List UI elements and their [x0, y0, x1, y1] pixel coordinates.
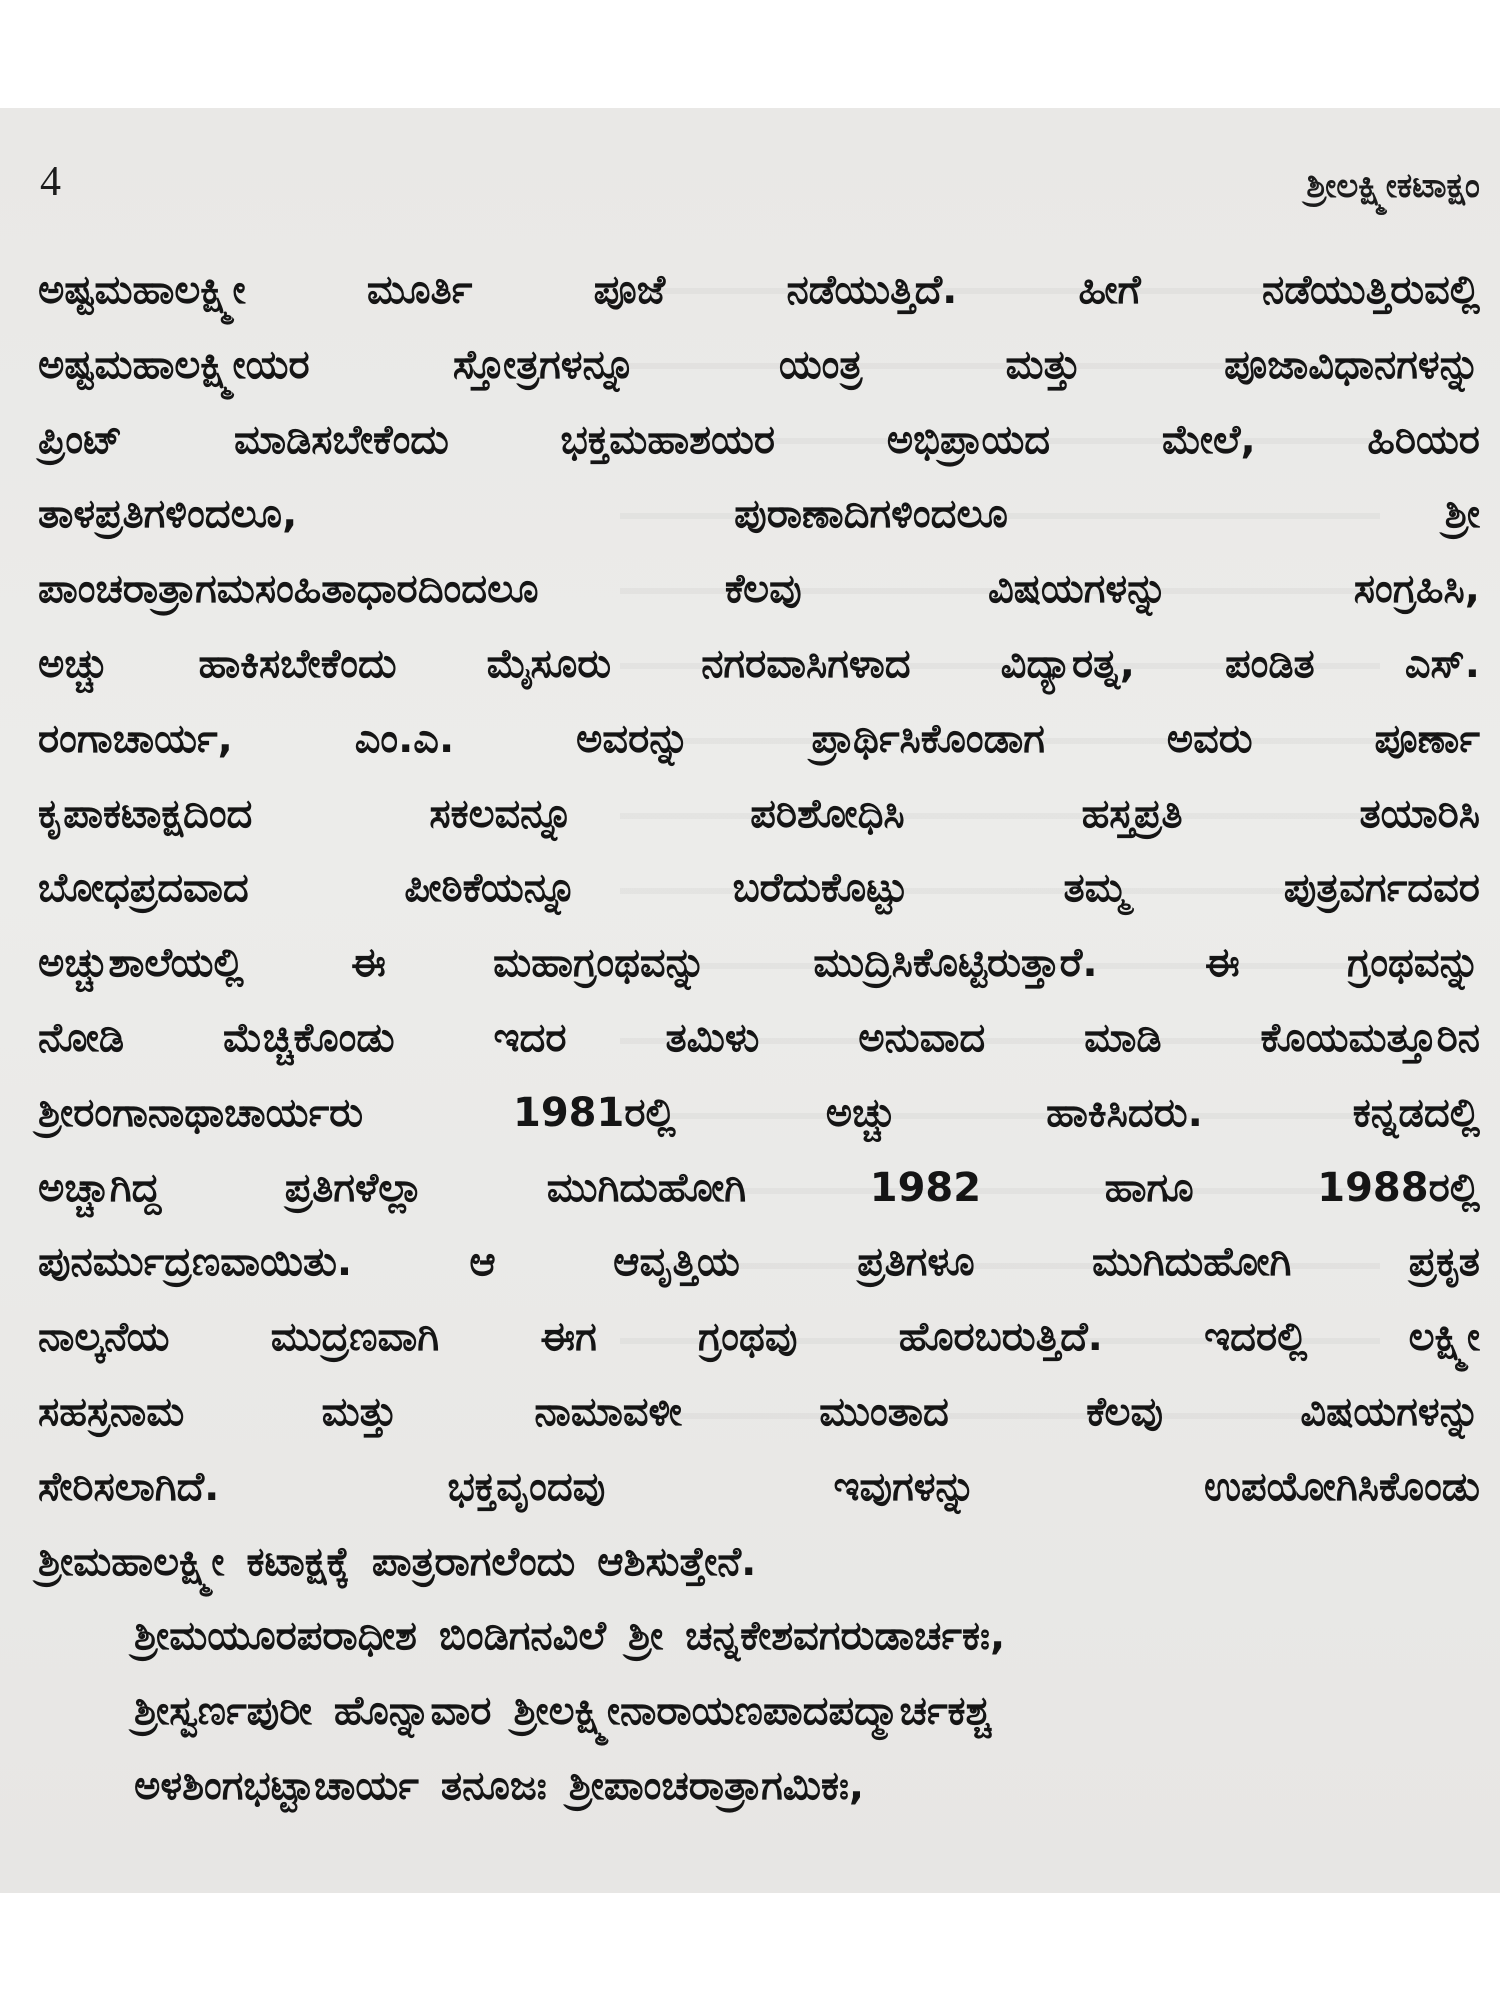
text-line [38, 627, 1480, 702]
word: ಮುಗಿದುಹೋಗಿ [546, 1164, 747, 1211]
word: ಶ್ರೀಪಾಂಚರಾತ್ರಾಗಮಿಕಃ, [568, 1762, 865, 1809]
word: ಪ್ರಕೃತ [1408, 1239, 1480, 1286]
word: ಭಕ್ತವೃಂದವು [447, 1463, 606, 1510]
word: ಮುದ್ರಿಸಿಕೊಟ್ಟಿರುತ್ತಾರೆ. [813, 940, 1098, 987]
word: ಗ್ರಂಥವು [697, 1314, 798, 1361]
word: ಕನ್ನಡದಲ್ಲಿ [1352, 1089, 1480, 1136]
text-line [38, 1076, 1480, 1151]
word: ಎಂ.ಎ. [354, 715, 455, 762]
word: ಕೆಲವು [724, 566, 802, 613]
word: ನೋಡಿ [38, 1014, 125, 1061]
word: 1982 [869, 1164, 982, 1211]
word: ತಮಿಳು [665, 1014, 760, 1061]
word: ಪರಿಶೋಧಿಸಿ [750, 790, 905, 837]
page-number: 4 [40, 159, 61, 205]
word: ಉಪಯೋಗಿಸಿಕೊಂಡು [1203, 1463, 1480, 1510]
word: ಹಾಕಿಸಿದರು. [1046, 1089, 1203, 1136]
word: ಹೀಗೆ [1078, 267, 1141, 313]
body-text [38, 253, 1480, 1824]
word: ಕೊಯಮತ್ತೂರಿನ [1260, 1014, 1480, 1061]
text-line [38, 1450, 1480, 1525]
running-header: ಶ್ರೀಲಕ್ಷ್ಮೀಕಟಾಕ್ಷಂ [1306, 166, 1480, 206]
word: ಆವೃತ್ತಿಯ [613, 1239, 740, 1286]
scanned-page [0, 108, 1500, 1893]
word: ಹೊನ್ನಾವಾರ [333, 1688, 492, 1735]
word: ಕಟಾಕ್ಷಕ್ಕೆ [246, 1538, 350, 1585]
word: ಹೊರಬರುತ್ತಿದೆ. [898, 1314, 1103, 1361]
word: ಮುದ್ರಣವಾಗಿ [270, 1314, 440, 1361]
word: ಮಾಡಿಸಬೇಕೆಂದು [233, 416, 449, 463]
word: ಆ [469, 1239, 496, 1286]
word: ಅಚ್ಚು [38, 640, 109, 687]
word: ಶ್ರೀಲಕ್ಷ್ಮೀನಾರಾಯಣಪಾದಪದ್ಮಾರ್ಚಕಶ್ಚ [513, 1688, 992, 1735]
text-line [38, 477, 1480, 552]
word: ಎಸ್. [1404, 640, 1480, 687]
text-line [38, 1599, 1480, 1674]
word: ಪುನರ್ಮುದ್ರಣವಾಯಿತು. [38, 1239, 353, 1286]
word: ವಿಷಯಗಳನ್ನು [1300, 1388, 1480, 1435]
text-line [38, 1525, 1480, 1600]
word: ಪ್ರಾರ್ಥಿಸಿಕೊಂಡಾಗ [811, 715, 1045, 762]
word: ಹಾಗೂ [1104, 1164, 1194, 1211]
word: ಅವರನ್ನು [576, 715, 690, 762]
text-line [38, 777, 1480, 852]
text-line [38, 403, 1480, 478]
word: ಇವುಗಳನ್ನು [833, 1463, 976, 1510]
word: ಶ್ರೀ [1444, 491, 1480, 538]
word: ಅಷ್ಟಮಹಾಲಕ್ಷ್ಮೀ [38, 267, 246, 313]
word: ಮೂರ್ತಿ [366, 267, 473, 313]
word: ಇದರ [493, 1014, 567, 1061]
text-line [38, 1674, 1480, 1749]
word: ಬಿಂಡಿಗನವಿಲೆ [438, 1613, 606, 1660]
word: ಶ್ರೀಸ್ವರ್ಣಪುರೀ [134, 1688, 312, 1735]
text-line [38, 552, 1480, 627]
word: ಮೈಸೂರು [486, 640, 612, 687]
text-line [38, 851, 1480, 926]
text-line [38, 328, 1480, 403]
word: ಈ [351, 940, 386, 987]
word: ಅಷ್ಟಮಹಾಲಕ್ಷ್ಮೀಯರ [38, 341, 310, 388]
word: ತನೂಜಃ [440, 1762, 547, 1809]
text-line [38, 702, 1480, 777]
word: ಇದರಲ್ಲಿ [1204, 1314, 1308, 1361]
text-line [38, 926, 1480, 1001]
word: ಪಾಂಚರಾತ್ರಾಗಮಸಂಹಿತಾಧಾರದಿಂದಲೂ [38, 566, 539, 613]
word: ಪೂಜಾವಿಧಾನಗಳನ್ನು [1224, 341, 1480, 388]
word: ಅಚ್ಚು [825, 1089, 897, 1136]
word: ತಾಳಪ್ರತಿಗಳಿಂದಲೂ, [38, 491, 298, 538]
word: ಪಾತ್ರರಾಗಲೆಂದು [371, 1538, 576, 1585]
word: ಈ [1204, 940, 1240, 987]
word: ಯಂತ್ರ [778, 341, 863, 388]
word: ನಾಲ್ಕನೆಯ [38, 1314, 170, 1361]
word: ಈಗ [540, 1314, 597, 1361]
word: ವಿಷಯಗಳನ್ನು [987, 566, 1168, 613]
word: ಪ್ರಿಂಟ್ [38, 416, 123, 463]
word: ಸಂಗ್ರಹಿಸಿ, [1353, 566, 1480, 613]
word: ಅಳಶಿಂಗಭಟ್ಟಾಚಾರ್ಯ [134, 1762, 419, 1809]
word: ನಾಮಾವಳೀ [534, 1388, 682, 1435]
word: ಸಕಲವನ್ನೂ [429, 790, 574, 837]
text-line [38, 1375, 1480, 1450]
word: ಲಕ್ಷ್ಮೀ [1408, 1314, 1480, 1361]
word: ತಮ್ಮ [1063, 865, 1129, 912]
word: ಅವರು [1166, 715, 1253, 762]
word: ಪೂರ್ಣಾ [1374, 715, 1480, 762]
text-line [38, 1749, 1480, 1824]
word: ಕೃಪಾಕಟಾಕ್ಷದಿಂದ [38, 790, 253, 837]
text-line [38, 1001, 1480, 1076]
word: ಶ್ರೀರಂಗಾನಾಥಾಚಾರ್ಯರು [38, 1089, 364, 1136]
text-line [38, 1225, 1480, 1300]
word: ಸೇರಿಸಲಾಗಿದೆ. [38, 1463, 220, 1510]
word: ವಿದ್ಯಾರತ್ನ, [1000, 640, 1135, 687]
word: ಪಂಡಿತ [1225, 640, 1315, 687]
word: ಮತ್ತು [1005, 341, 1081, 388]
word: 1988ರಲ್ಲಿ [1317, 1164, 1480, 1211]
word: ತಯಾರಿಸಿ [1359, 790, 1480, 837]
word: ಶ್ರೀಮಯೂರಪರಾಧೀಶ [134, 1613, 417, 1660]
word: ಮುಂತಾದ [819, 1388, 949, 1435]
word: ಅಭಿಪ್ರಾಯದ [886, 416, 1051, 463]
word: ಗ್ರಂಥವನ್ನು [1347, 940, 1480, 987]
word: ಶ್ರೀ [627, 1613, 664, 1660]
word: ಪ್ರತಿಗಳೆಲ್ಲಾ [284, 1164, 424, 1211]
word: ಪುತ್ರವರ್ಗದವರ [1283, 865, 1480, 912]
word: ಅಚ್ಚುಶಾಲೆಯಲ್ಲಿ [38, 940, 244, 987]
word: ನಡೆಯುತ್ತಿರುವಲ್ಲಿ [1262, 267, 1480, 313]
word: ಮಹಾಗ್ರಂಥವನ್ನು [493, 940, 706, 987]
word: ಕೆಲವು [1086, 1388, 1164, 1435]
word: ಬೋಧಪ್ರದವಾದ [38, 865, 249, 912]
text-line [38, 1151, 1480, 1226]
text-line [38, 253, 1480, 328]
word: ಚನ್ನಕೇಶವಗರುಡಾರ್ಚಕಃ, [685, 1613, 1006, 1660]
word: ಹಿರಿಯರ [1367, 416, 1480, 463]
word: ಪುರಾಣಾದಿಗಳಿಂದಲೂ [734, 491, 1008, 538]
word: ಹಸ್ತಪ್ರತಿ [1081, 790, 1183, 837]
word: ಮೆಚ್ಚಿಕೊಂಡು [223, 1014, 395, 1061]
word: ಅನುವಾದ [858, 1014, 986, 1061]
word: ಮೇಲೆ, [1161, 416, 1256, 463]
word: ನಗರವಾಸಿಗಳಾದ [701, 640, 911, 687]
word: ನಡೆಯುತ್ತಿದೆ. [786, 267, 958, 313]
word: ಸಹಸ್ರನಾಮ [38, 1388, 185, 1435]
word: ಮತ್ತು [321, 1388, 397, 1435]
word: ರಂಗಾಚಾರ್ಯ, [38, 715, 233, 762]
word: ಪ್ರತಿಗಳೂ [857, 1239, 975, 1286]
word: ಆಶಿಸುತ್ತೇನೆ. [597, 1538, 757, 1585]
word: ಭಕ್ತಮಹಾಶಯರ [560, 416, 776, 463]
word: ಶ್ರೀಮಹಾಲಕ್ಷ್ಮೀ [38, 1538, 225, 1585]
word: ಅಚ್ಚಾಗಿದ್ದ [38, 1164, 162, 1211]
word: ಬರೆದುಕೊಟ್ಟು [732, 865, 908, 912]
text-line [38, 1300, 1480, 1375]
word: ಹಾಕಿಸಬೇಕೆಂದು [198, 640, 397, 687]
word: ಸ್ತೋತ್ರಗಳನ್ನೂ [452, 341, 636, 388]
word: 1981ರಲ್ಲಿ [513, 1089, 676, 1136]
word: ಪೀಠಿಕೆಯನ್ನೂ [404, 865, 577, 912]
word: ಮಾಡಿ [1084, 1014, 1162, 1061]
word: ಪೂಜೆ [593, 267, 666, 313]
word: ಮುಗಿದುಹೋಗಿ [1091, 1239, 1292, 1286]
